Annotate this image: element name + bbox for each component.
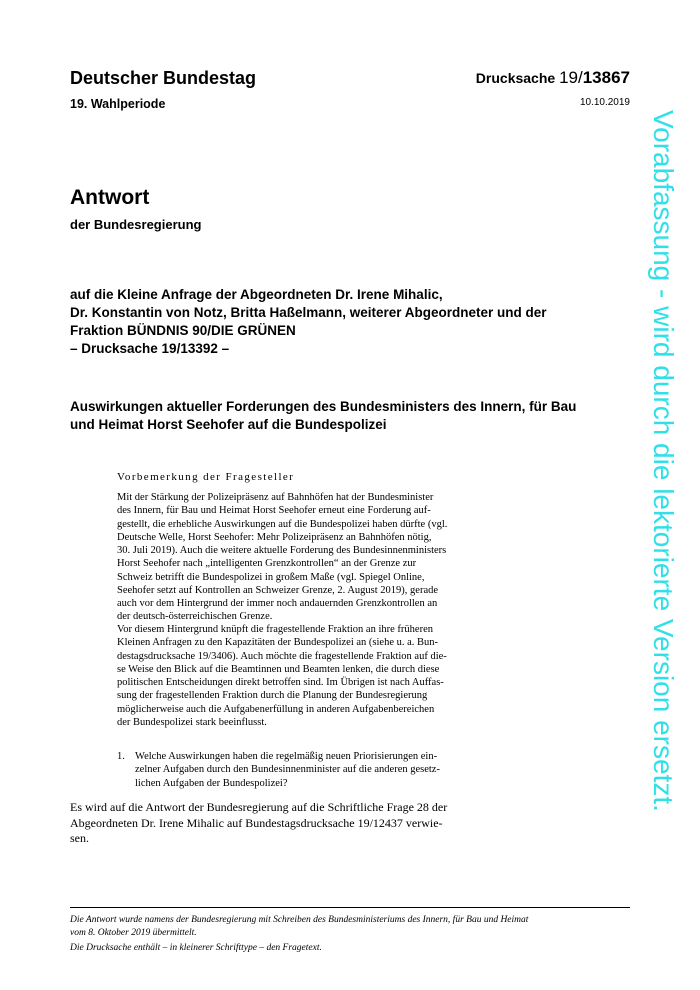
text-line: 30. Juli 2019). Auch die weitere aktuelle Forderung des Bundesinnenministers xyxy=(117,545,447,556)
inquiry-line: Dr. Konstantin von Notz, Britta Haßelmann, weiterer Abgeordneter und der xyxy=(70,305,547,320)
footer-notes xyxy=(70,914,640,955)
text-line: Deutsche Welle, Horst Seehofer: Mehr Polizeipräsenz an Bahnhöfen nötig, xyxy=(117,531,432,543)
inquiry-line: – Drucksache 19/13392 – xyxy=(70,341,230,356)
inquiry-reference xyxy=(70,286,630,358)
text-line: zelner Aufgaben durch den Bundesinnenminister auf die anderen gesetz- xyxy=(135,764,440,776)
document-type-title: Antwort xyxy=(70,186,150,209)
text-line: Mit der Stärkung der Polizeipräsenz auf Bahnhöfen hat der Bundesminister xyxy=(117,492,434,503)
drucksache-number-prefix: 19/ xyxy=(559,68,583,87)
drucksache-number xyxy=(476,68,630,88)
footer-note-line: Die Antwort wurde namens der Bundesregierung mit Schreiben des Bundesministeriums des Innern, für Bau und Heimat xyxy=(70,915,529,925)
legislative-period: 19. Wahlperiode xyxy=(70,97,166,111)
subject-line: und Heimat Horst Seehofer auf die Bundespolizei xyxy=(70,417,387,432)
text-line: lichen Aufgaben der Bundespolizei? xyxy=(135,777,288,789)
text-line: Welche Auswirkungen haben die regelmäßig neuen Priorisierungen ein- xyxy=(135,751,438,762)
preliminary-paragraph-2 xyxy=(117,623,475,729)
question-number: 1. xyxy=(117,751,125,762)
text-line: destagsdrucksache 19/3406). Auch möchte die fragestellende Fraktion auf die- xyxy=(117,650,447,662)
text-line: sen. xyxy=(70,831,89,845)
watermark-text: Vorabfassung - wird durch die lektorierte Version ersetzt. xyxy=(648,110,679,812)
footer-divider xyxy=(70,907,630,908)
text-line: se Weise den Blick auf die Beamtinnen und Beamten lenken, die durch diese xyxy=(117,663,440,675)
inquiry-line: Fraktion BÜNDNIS 90/DIE GRÜNEN xyxy=(70,323,296,338)
question-text xyxy=(135,750,477,790)
draft-watermark xyxy=(640,110,690,880)
preliminary-heading: Vorbemerkung der Fragesteller xyxy=(117,471,295,483)
document-issuer: der Bundesregierung xyxy=(70,217,202,232)
text-line: Schweiz betrifft die Bundespolizei in großem Maße (vgl. Spiegel Online, xyxy=(117,571,425,583)
text-line: möglicherweise auch die Aufgabenerfüllung in anderen Aufgabenbereichen xyxy=(117,703,435,715)
inquiry-line: auf die Kleine Anfrage der Abgeordneten Dr. Irene Mihalic, xyxy=(70,287,443,302)
question-1 xyxy=(117,750,477,790)
preliminary-paragraph-1 xyxy=(117,491,475,624)
text-line: der Bundespolizei stark beeinflusst. xyxy=(117,716,267,728)
document-date: 10.10.2019 xyxy=(579,97,630,108)
footer-note-2: Die Drucksache enthält – in kleinerer Schrifttype – den Fragetext. xyxy=(70,943,322,953)
drucksache-number-main: 13867 xyxy=(582,68,630,87)
answer-1 xyxy=(70,800,480,847)
text-line: Vor diesem Hintergrund knüpft die fragestellende Fraktion an ihre früheren xyxy=(117,624,433,635)
text-line: politischen Entscheidungen direkt betroffen sind. Im Übrigen ist nach Auffas- xyxy=(117,677,444,688)
text-line: sung der fragestellenden Fraktion durch die Planung der Bundesregierung xyxy=(117,690,428,702)
footer-note-line: vom 8. Oktober 2019 übermittelt. xyxy=(70,927,197,938)
text-line: des Innern, für Bau und Heimat Horst Seehofer erneut eine Forderung auf- xyxy=(117,505,431,517)
text-line: Horst Seehofer nach „intelligenten Grenzkontrollen“ an der Grenze zur xyxy=(117,558,417,570)
text-line: auch vor dem Hintergrund der immer noch andauernden Grenzkontrollen an xyxy=(117,598,438,609)
text-line: Es wird auf die Antwort der Bundesregierung auf die Schriftliche Frage 28 der xyxy=(70,800,448,814)
text-line: Abgeordneten Dr. Irene Mihalic auf Bundestagsdrucksache 19/12437 verwie- xyxy=(70,815,443,830)
text-line: Seehofer setzt auf Kontrollen an Schweizer Grenze, 2. August 2019), gerade xyxy=(117,584,439,596)
text-line: gestellt, die erhebliche Auswirkungen auf die Bundespolizei haben dürfte (vgl. xyxy=(117,518,448,530)
subject-line: Auswirkungen aktueller Forderungen des Bundesministers des Innern, für Bau xyxy=(70,399,577,414)
text-line: der deutsch-österreichischen Grenze. xyxy=(117,611,273,623)
organization-name: Deutscher Bundestag xyxy=(70,68,257,88)
text-line: Kleinen Anfragen zu den Kapazitäten der Bundespolizei an (siehe u. a. Bun- xyxy=(117,637,439,649)
drucksache-label: Drucksache xyxy=(475,70,556,86)
subject-title xyxy=(70,398,630,434)
